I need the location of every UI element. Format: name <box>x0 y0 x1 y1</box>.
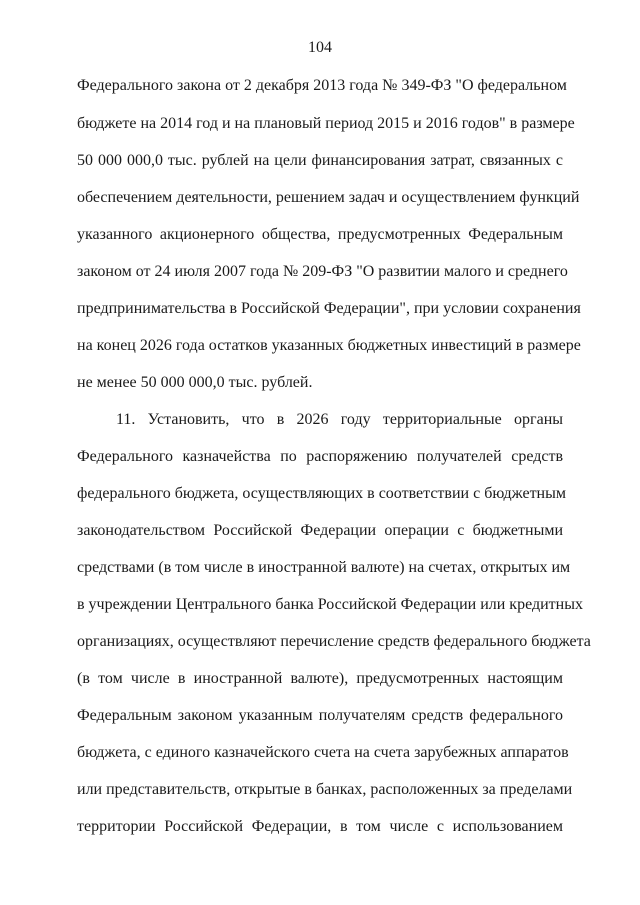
paragraph-line: на конец 2026 года остатков указанных бюджетных инвестиций в размере <box>77 337 581 354</box>
paragraph-line: федерального бюджета, осуществляющих в соответствии с бюджетным <box>77 485 566 502</box>
paragraph-line: 11. Установить, что в 2026 году территориальные органы <box>116 411 563 428</box>
paragraph-line: предпринимательства в Российской Федерации", при условии сохранения <box>77 300 581 317</box>
paragraph-line: не менее 50 000 000,0 тыс. рублей. <box>77 374 313 391</box>
paragraph-line: Федеральным законом указанным получателям средств федерального <box>77 707 563 724</box>
paragraph-line: законодательством Российской Федерации операции с бюджетными <box>77 522 563 539</box>
paragraph-line: в учреждении Центрального банка Российской Федерации или кредитных <box>77 596 583 613</box>
paragraph-line: Федерального казначейства по распоряжению получателей средств <box>77 448 563 465</box>
paragraph-line: обеспечением деятельности, решением задач и осуществлением функций <box>77 189 580 206</box>
paragraph-line: 50 000 000,0 тыс. рублей на цели финансирования затрат, связанных с <box>77 152 563 169</box>
paragraph-line: территории Российской Федерации, в том числе с использованием <box>77 818 563 835</box>
paragraph-line: бюджете на 2014 год и на плановый период 2015 и 2016 годов" в размере <box>77 115 575 132</box>
paragraph-line: или представительств, открытые в банках, расположенных за пределами <box>77 781 573 798</box>
page-number: 104 <box>308 39 332 56</box>
paragraph-line: средствами (в том числе в иностранной валюте) на счетах, открытых им <box>77 559 571 576</box>
paragraph-line: указанного акционерного общества, предусмотренных Федеральным <box>77 226 563 243</box>
paragraph-line: законом от 24 июля 2007 года № 209-ФЗ "О развитии малого и среднего <box>77 263 568 280</box>
paragraph-line: (в том числе в иностранной валюте), предусмотренных настоящим <box>77 670 563 687</box>
paragraph-line: Федерального закона от 2 декабря 2013 года № 349-ФЗ "О федеральном <box>77 77 567 94</box>
paragraph-line: организациях, осуществляют перечисление средств федерального бюджета <box>77 633 591 650</box>
paragraph-line: бюджета, с единого казначейского счета на счета зарубежных аппаратов <box>77 744 569 761</box>
